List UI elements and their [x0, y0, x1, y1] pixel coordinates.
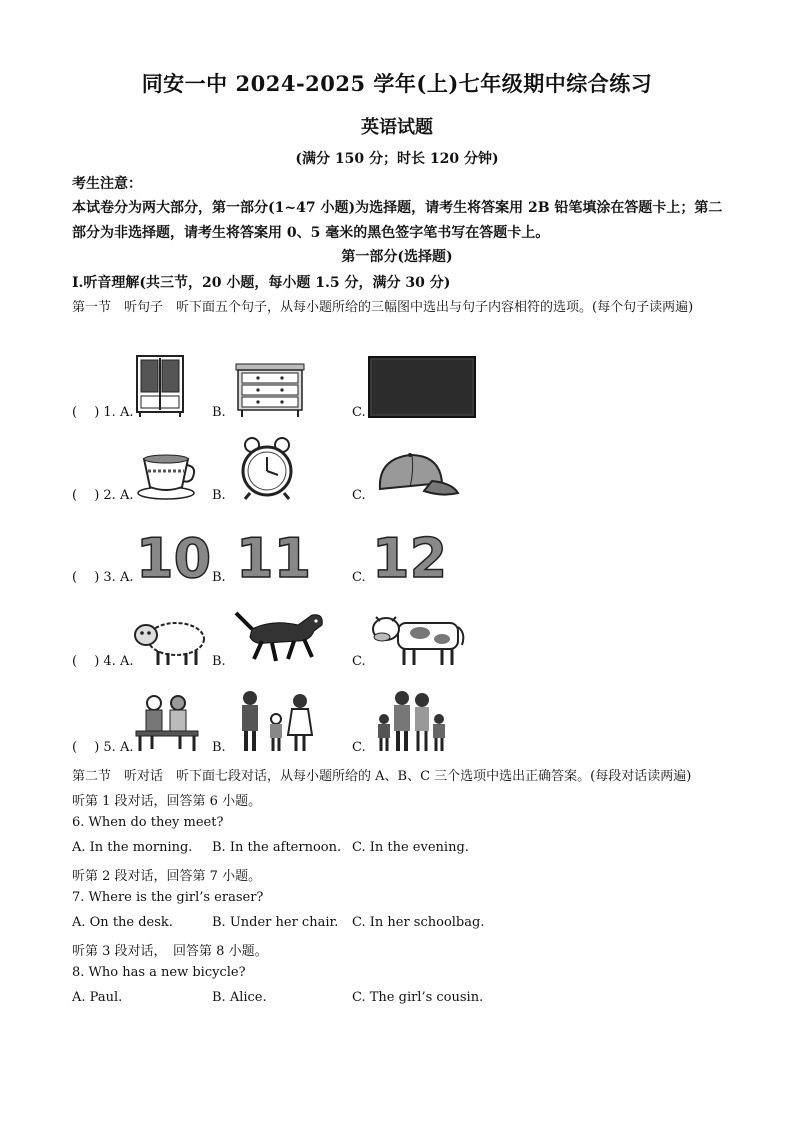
dog-icon — [232, 601, 328, 667]
question-8-option-c: C. The girl’s cousin. — [352, 990, 484, 1005]
cup-icon — [136, 451, 200, 501]
svg-text:12: 12 — [372, 527, 448, 583]
option-b-label: B. — [212, 570, 226, 585]
number-twelve-icon — [368, 523, 448, 583]
option-c-label: C. — [352, 740, 366, 755]
svg-text:11: 11 — [236, 527, 312, 583]
number-eleven-icon — [232, 523, 312, 583]
elderly-couple-icon — [132, 693, 202, 753]
blackboard-icon — [368, 356, 476, 418]
question-8-option-b: B. Alice. — [212, 990, 267, 1005]
svg-text:10: 10 — [136, 527, 212, 583]
drawer-chest-icon — [234, 362, 306, 418]
option-c-label: C. — [352, 654, 366, 669]
cabinet-icon — [134, 354, 186, 418]
notice-body: 本试卷分为两大部分，第一部分(1~47 小题)为选择题，请考生将答案用 2B 铅笔填涂在答题卡上；第二部分为非选择题，请考生将答案用 0、5 毫米的黑色签字笔书写在答题卡上。 — [72, 200, 723, 241]
exam-title: 同安一中 2024-2025 学年(上)七年级期中综合练习 — [141, 71, 653, 96]
number-ten-icon — [132, 523, 212, 583]
dialog-cue-7: 听第 2 段对话，回答第 7 小题。 — [72, 869, 262, 884]
exam-subject: 英语试题 — [361, 117, 433, 138]
listening-section-heading: I.听音理解(共三节，20 小题，每小题 1.5 分，满分 30 分) — [72, 275, 451, 291]
option-c-label: C. — [352, 488, 366, 503]
question-7-option-b: B. Under her chair. — [212, 915, 339, 930]
question-6-option-a: A. In the morning. — [72, 840, 193, 855]
section-one-instructions: 第一节 听句子 听下面五个句子，从每小题所给的三幅图中选出与句子内容相符的选项。(每个句子读两遍) — [72, 300, 694, 315]
score-time-line: (满分 150 分；时长 120 分钟) — [295, 151, 499, 167]
question-number: ( ) 2. A. — [72, 488, 134, 503]
option-b-label: B. — [212, 488, 226, 503]
cow-icon — [368, 609, 468, 667]
dialog-cue-6: 听第 1 段对话，回答第 6 小题。 — [72, 794, 262, 809]
notice-heading: 考生注意： — [72, 176, 142, 192]
question-7-option-a: A. On the desk. — [72, 915, 173, 930]
picture-question-2 — [72, 423, 732, 503]
picture-question-4 — [72, 589, 732, 669]
option-b-label: B. — [212, 654, 226, 669]
question-6-option-c: C. In the evening. — [352, 840, 469, 855]
cap-icon — [372, 449, 460, 501]
question-8-option-a: A. Paul. — [72, 990, 123, 1005]
section-two-instructions: 第二节 听对话 听下面七段对话，从每小题所给的 A、B、C 三个选项中选出正确答案。(每段对话读两遍) — [72, 769, 692, 784]
question-7-option-c: C. In her schoolbag. — [352, 915, 485, 930]
question-6-option-b: B. In the afternoon. — [212, 840, 342, 855]
family-of-three-icon — [236, 689, 316, 753]
part-one-heading: 第一部分(选择题) — [341, 249, 453, 265]
option-b-label: B. — [212, 740, 226, 755]
question-8: 8. Who has a new bicycle? — [72, 965, 246, 980]
alarm-clock-icon — [236, 435, 298, 501]
option-c-label: C. — [352, 405, 366, 420]
option-b-label: B. — [212, 405, 226, 420]
picture-question-3 — [72, 505, 732, 585]
picture-question-5 — [72, 675, 732, 755]
sheep-icon — [132, 615, 208, 667]
dialog-cue-8: 听第 3 段对话， 回答第 8 小题。 — [72, 944, 268, 959]
picture-question-1 — [72, 340, 732, 420]
question-6: 6. When do they meet? — [72, 815, 224, 830]
question-number: ( ) 4. A. — [72, 654, 134, 669]
question-number: ( ) 5. A. — [72, 740, 134, 755]
question-number: ( ) 1. A. — [72, 405, 134, 420]
option-c-label: C. — [352, 570, 366, 585]
question-number: ( ) 3. A. — [72, 570, 134, 585]
family-of-four-icon — [372, 689, 448, 753]
question-7: 7. Where is the girl’s eraser? — [72, 890, 264, 905]
